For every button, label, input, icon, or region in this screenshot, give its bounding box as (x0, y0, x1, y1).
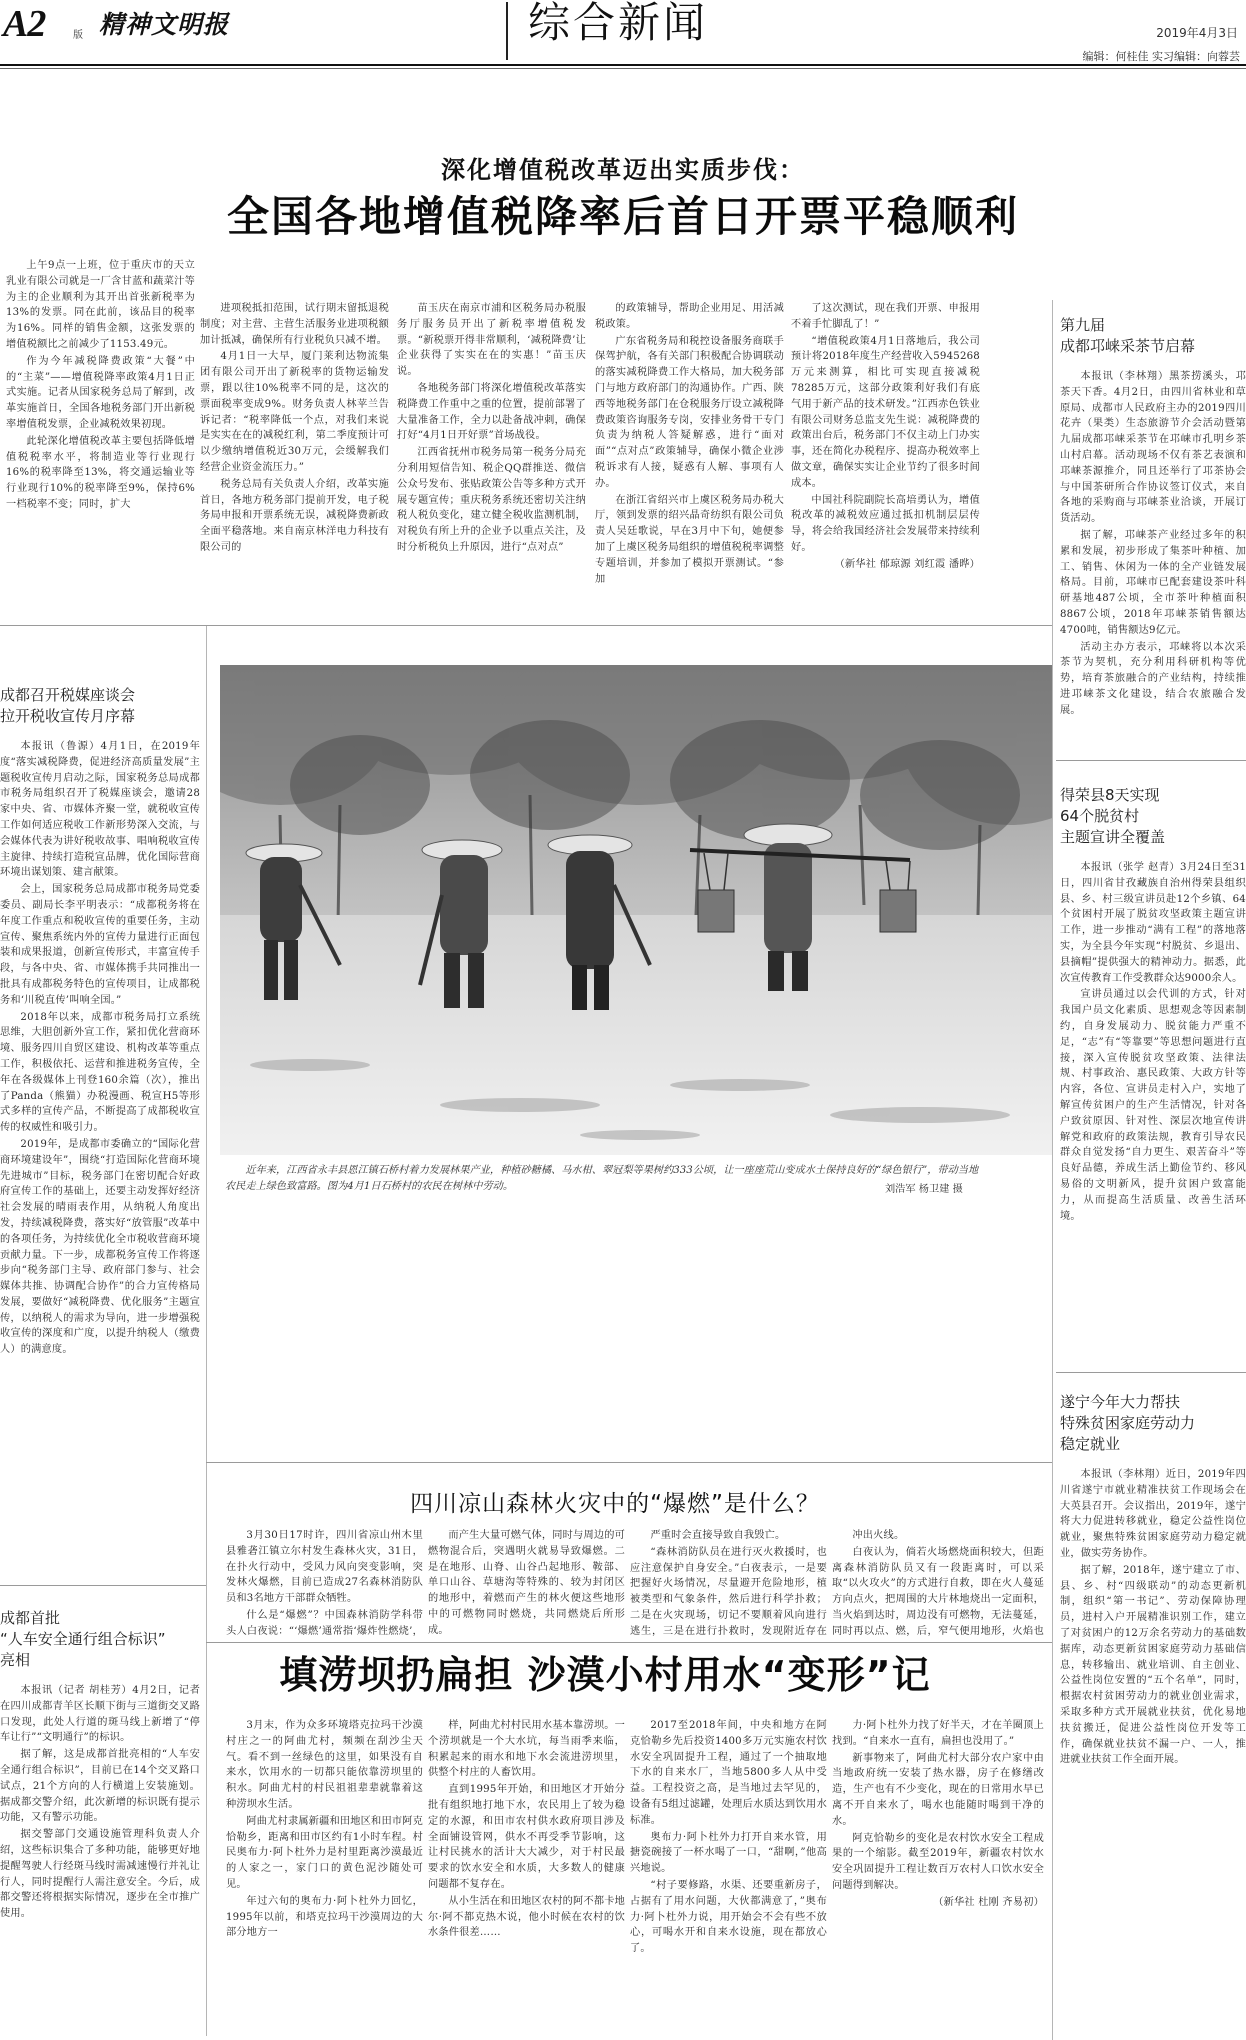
lead-bottom-rule (0, 625, 1052, 626)
paragraph: 宣讲员通过以会代训的方式，针对我国户员文化素质、思想观念等因素制约，自身发展动力、脱贫能力严重不足，“志”有“等靠要”等思想问题进行直接，深入宣传脱贫攻坚政策、法律法规、村事政治、惠民政策、大政方针等内容，各位、宣讲员走村入户，实地了解宣传贫困户的生产生活情况，针对各户致贫原因、针对性、深层次地宣传讲解党和政府的政策法规，教育引导农民群众自觉发扬“自力更生、艰苦奋斗”等良好品德，养成生活上勤俭节约、移风易俗的文明新风，提升贫困户致富能力，从而提高生活质量、改善生活环境。 (1060, 989, 1246, 1222)
paragraph: 活动主办方表示，邛崃将以本次采茶节为契机，充分利用科研机构等优势，培育茶旅融合的产业结构，持续推进邛崃茶文化建设，结合农旅融合发展。 (1060, 641, 1246, 716)
section-title: 综合新闻 (528, 0, 709, 47)
paragraph: 3月30日17时许，四川省凉山州木里县雅砻江镇立尔村发生森林火灾，31日，在扑火行动中，受风力风向突变影响，突发林火爆燃，目前已造成27名森林消防队员和3名地方干部群众牺牲。 (226, 1530, 423, 1605)
paragraph: 本报讯（张学 赵青）3月24日至31日，四川省甘孜藏族自治州得荣县组织县、乡、村三级宣讲员赴12个乡镇、64个贫困村开展了脱贫攻坚政策主题宣讲工作，进一步推动“满有工程”的落地落实，为全县今年实现“村脱贫、乡退出、县摘帽”提供强大的精神动力。据悉，此次宣传教育工作受教群众达9000余人。 (1060, 862, 1246, 984)
chengdu-tax-headline: 成都召开税媒座谈会 拉开税收宣传月序幕 (0, 686, 136, 725)
suining-story (1060, 1392, 1246, 2032)
lead-headline: 全国各地增值税降率后首日开票平稳顺利 (226, 192, 1019, 241)
paragraph: 直到1995年开始，和田地区才开始分批有组织地打地下水，农民用上了较为稳定的水源，和田市农村供水政府项目涉及全面铺设管网，供水不再受季节影响，这让村民挑水的活计大大减少，对于村民最要求的饮水安全和水质，大多数人的健康问题都不复存在。 (428, 1784, 625, 1890)
paragraph: 上午9点一上班，位于重庆市的天立乳业有限公司就是一厂含甘蓝和蔬菜汁等为主的企业顺利为其开出首张新税率为13%的发票。同在此前，该品目的税率为16%。同样的销售金额，这张发票的增值税额比之前减少了1153.49元。 (6, 260, 195, 350)
suining-headline: 遂宁今年大力帮扶 特殊贫困家庭劳动力 稳定就业 (1060, 1393, 1196, 1453)
byline: （新华社 郁琼源 刘红霞 潘晔） (834, 558, 980, 570)
paragraph: 新事物来了，阿曲尤村大部分农户家中由当地政府统一安装了热水器，房子在修缮改造，生产也有不少变化，现在的日常用水早已离不开自来水了，喝水也能随时喝到干净的水。 (832, 1752, 1044, 1827)
paragraph: “村子要修路，水渠、还要重新房子，占据有了用水问题，大伙都满意了，”奥布力·阿卜杜外力说，用开始会不会有些不放心，可喝水开和自来水设施，现在都放心了。 (630, 1879, 827, 1955)
paragraph: 而产生大量可燃气体，同时与周边的可燃物混合后，突遇明火就易导致爆燃。二是在地形、山脊、山谷凸起地形、鞍部、单口山谷、草塘沟等特殊的、较为封闭区的地形中，着燃而产生的林火便这些地形中的可燃物同时燃烧，共同燃烧后所形成。 (428, 1530, 625, 1636)
paragraph: 各地税务部门将深化增值税改革落实税降费工作重中之重的位置，提前部署了大量准备工作，全力以赴备战冲刺，确保打好“4月1日开好票”首场战役。 (397, 382, 586, 442)
paragraph: 广东省税务局和税控设备服务商联手保驾护航，各有关部门积极配合协调联动的落实减税降费工作大格局，加大税务部门与地方政府部门的沟通协作。广西、陕西等地税务部门在仓税服务厅设立减税降费政策咨询服务专岗，安排业务骨干专门负责为纳税人答疑解惑，进行“面对面”“点对点”政策辅导，确保小微企业涉税诉求有人接，疑惑有人解、事项有人办。 (595, 335, 784, 489)
paragraph: 本报讯（记者 胡桂芳）4月2日，记者在四川成都青羊区长顺下街与三道街交叉路口发现，此处人行道的斑马线上新增了“停车让行”“文明通行”的标识。 (0, 1685, 200, 1744)
chengdu-tax-story (0, 685, 200, 1565)
tea-festival-headline: 第九届 成都邛崃采茶节启幕 (1060, 316, 1196, 355)
paragraph: 力·阿卜杜外力找了好半天，才在羊圈顶上找到。“自来水一直有，扁担也没用了。” (832, 1720, 1044, 1747)
paragraph: 本报讯（李林翔）近日，2019年四川省遂宁市就业精准扶贫工作现场会在大英县召开。会议指出，2019年，遂宁将大力促进转移就业，稳定公益性岗位就业，聚焦特殊贫困家庭劳动力稳定就业，做实劳务协作。 (1060, 1469, 1246, 1559)
water-headline: 填涝坝扔扁担 沙漠小村用水“变形”记 (279, 1653, 931, 1697)
sidebar-rule (1056, 1372, 1246, 1373)
paragraph: “增值税政策4月1日落地后，我公司预计将2018年度生产经营收入5945268万元来测算，相比可实现直接减税78285万元，这部分政策利好我们有底气用于新产品的技术研发。”江西赤色铁业有限公司财务总监支先生说：减税降费的政策出台后，税务部门不仅主动上门办实事，还在简化办税程序、提高办税效率上做文章，确保实实让企业节约了很多时间成本。 (791, 335, 980, 489)
paragraph: 税务总局有关负责人介绍，改革实施首日，各地方税务部门提前开发，电子税务局申报和开票系统无误，减税降费新政全面平稳落地。来自南京林洋电力科技有限公司的 (200, 478, 389, 553)
left-column-rule (206, 626, 207, 2036)
paragraph: 了这次测试，现在我们开票、申报用不着手忙脚乱了！” (791, 303, 980, 330)
derong-headline: 得荣县8天实现 64个脱贫村 主题宣讲全覆盖 (1060, 786, 1166, 846)
paragraph: 作为今年减税降费政策“大餐”中的“主菜”——增值税降率政策4月1日正式实施。记者从国家税务总局了解到，改革实施首日，全国各地税务部门开出新税率增值税发票，企业减税效果初现。 (6, 355, 195, 430)
section-divider (506, 2, 508, 60)
masthead-rule-thin (0, 68, 1246, 69)
lead-column-4 (595, 301, 784, 619)
lead-column-5 (791, 301, 980, 619)
masthead-rule (0, 64, 1246, 66)
paragraph: 据交警部门交通设施管理科负责人介绍，这些标识集合了多种功能，能够更好地提醒驾驶人行经斑马线时需减速慢行并礼让行人，同时提醒行人需注意安全。今后，成都交警还将根据实际情况，逐步在全市推广使用。 (0, 1829, 200, 1920)
paragraph: 从小生活在和田地区农村的阿不都卡地尔·阿不都克热木说，他小时候在农村的饮水条件很差…… (428, 1895, 625, 1939)
lead-column-3 (397, 301, 586, 619)
paragraph: 严重时会直接导致自我毁亡。 (650, 1530, 786, 1541)
paragraph: 年过六旬的奥布力·阿卜杜外力回忆，1995年以前，和塔克拉玛干沙漠周边的大部分地方一 (226, 1895, 423, 1939)
paragraph: 在浙江省绍兴市上虞区税务局办税大厅，领到发票的绍兴晶奇纺织有限公司负责人吴廷歌说，早在3月中下旬，她便参加了上虞区税务局组织的增值税税率调整专题培训，并参加了模拟开票测试。“参加 (595, 494, 784, 585)
paragraph: 据了解，邛崃茶产业经过多年的积累和发展，初步形成了集茶叶种植、加工、销售、休闲为一体的全产业链发展格局。目前，邛崃市已配套建设茶叶科研基地487公顷，全市茶叶种植面积8867公顷，2018年邛崃茶销售额达4700吨，销售额达9亿元。 (1060, 529, 1246, 636)
paragraph: 什么是“爆燃”？中国森林消防学科带头人白夜说：“‘爆燃’通常指‘爆炸性燃烧’， (226, 1609, 423, 1636)
paragraph: 本报讯（鲁源）4月1日，在2019年度“落实减税降费，促进经济高质量发展”主题税收宣传月启动之际，国家税务总局成都市税务局组织召开了税媒座谈会，邀请28家中央、省、市媒体齐聚一堂，就税收宣传工作如何适应税收工作新形势深入交流，与会媒体代表为讲好税收故事、唱响税收宣传主旋律、持续打造税宣品牌，优化国际营商环境出谋划策、建言献策。 (0, 741, 200, 879)
paragraph: 3月末，作为众多环境塔克拉玛干沙漠村庄之一的阿曲尤村，频频在刮沙尘天气。看不到一丝绿色的这里，如果没有自来水，饮用水的一切都只能依靠涝坝里的积水。阿曲尤村的村民祖祖辈辈就靠着这种涝坝水生活。 (226, 1720, 423, 1810)
issue-date: 2019年4月3日 (1156, 26, 1238, 40)
paragraph: 苗玉庆在南京市浦和区税务局办税服务厅服务员开出了新税率增值税发票。“新税票开得非常顺利，‘减税降费’让企业获得了实实在在的实惠！”苗玉庆说。 (397, 303, 586, 378)
water-column-3 (630, 1718, 827, 2034)
paragraph: “森林消防队员在进行灭火救援时，也应注意保护自身安全。”白夜表示，一是要把握好火场情况，尽量避开危险地形，植被类型和气象条件，然后进行科学扑救；二是在火灾现场，切记不要顺着风向进行逃生，三是在进行扑救时，发现附近存在 (630, 1546, 827, 1636)
lead-kicker: 深化增值税改革迈出实质步伐： (441, 155, 805, 184)
tea-festival-story (1060, 315, 1246, 735)
paragraph: 奥布力·阿卜杜外力打开自来水管，用搪瓷碗接了一杯水喝了一口，“甜啊，”他高兴地说。 (630, 1831, 827, 1875)
lead-column-2 (200, 301, 389, 619)
fire-column-2 (428, 1528, 625, 1636)
story-rule (206, 1462, 1052, 1463)
photo-credit: 刘浩军 杨卫建 摄 (885, 1184, 963, 1195)
water-column-1 (226, 1718, 423, 2034)
paragraph: 中国社科院副院长高培勇认为，增值税改革的减税效应通过抵扣机制层层传导，将会给我国经济社会发展带来持续利好。 (791, 494, 980, 553)
paragraph: 进项税抵扣范围，试行期末留抵退税制度；对主营、主营生活服务业进项税额加计抵减，确保所有行业税负只减不增。 (200, 303, 389, 346)
fire-column-3 (630, 1528, 827, 1636)
paragraph: 样，阿曲尤村村民用水基本靠涝坝。一个涝坝就是一个大水坑，每当雨季来临，积累起来的雨水和地下水会流进涝坝里，供整个村庄的人畜饮用。 (428, 1720, 625, 1779)
water-column-4 (832, 1718, 1044, 2034)
paragraph: 2019年，是成都市委确立的“国际化营商环境建设年”，围绕“打造国际化营商环境先进城市”目标，税务部门在密切配合好政府宣传工作的基础上，还要主动发挥好经济社会发展的晴雨表作用，从纳税人角度出发，持续减税降费，落实好“放管服”改革中的各项任务，为持续优化全市税收营商环境贡献力量。下一步，成都税务宣传工作将逐步向“税务部门主导、政府部门参与、社会媒体共推、协调配合协作”的合力宣传格局发展，要做好“减税降费、优化服务”主题宣传，以纳税人的需求为导向，进一步增强税收宣传的深度和广度，以提升纳税人（缴费人）的满意度。 (0, 1138, 200, 1356)
lead-column-1 (6, 258, 195, 618)
paragraph: 本报讯（李林翔）黑茶捞溪头，邛茶天下香。4月2日，由四川省林业和草原局、成都市人民政府主办的2019四川花卉（果类）生态旅游节介会活动暨第九届成都邛崃采茶节在邛崃市孔明乡茶山村启幕。活动现场不仅有茶艺表演和邛崃茶源推介，同且还举行了邛茶协会与中国茶研所合作协议签订仪式，来自各地的采购商与邛崃茶业洽谈，开展订货活动。 (1060, 371, 1246, 525)
paragraph: 的政策辅导，帮助企业用足、用活减税政策。 (595, 303, 784, 330)
car-safety-story (0, 1608, 200, 2034)
car-safety-headline: 成都首批 “人车安全通行组合标识” 亮相 (0, 1609, 166, 1669)
paragraph: 此轮深化增值税改革主要包括降低增值税税率水平，将制造业等行业现行16%的税率降至13%，将交通运输业等行业现行10%的税率降至9%，保持6%一档税率不变；同时，扩大 (6, 435, 195, 510)
paragraph: 据了解，这是成都首批亮相的“人车安全通行组合标识”，目前已在14个交叉路口试点，21个方向的人行横道上安装施划。据成都交警介绍，此次新增的标识既有提示功能，又有警示功能。 (0, 1749, 200, 1824)
story-rule (206, 1642, 1052, 1643)
sidebar-rule (0, 1585, 206, 1586)
paragraph: 白夜认为，倘若火场燃烧面积较大，但距离森林消防队员又有一段距离时，可以采取“以火攻火”的方式进行自救，即在火人蔓延方向点火，把周围的大片林地烧出一定面积，当火焰到达时，周边没有可燃物，无法蔓延，同时再以点、燃，后，窄气便用地形，火焰也 (832, 1546, 1044, 1636)
paragraph: 据了解，2018年，遂宁建立了市、县、乡、村“四级联动”的动态更新机制，组织“第一书记”、劳动保障协理员，进村入户开展精准识别工作，建立了对贫困户的12万余名劳动力的基础数据库，动态更新贫困家庭劳动力基础信息，转移输出、就业培训、自主创业、公益性岗位安置的“五个名单”，同时，根据农村贫困劳动力的就业创业需求，采取多种方式开展就业扶贫，优化易地扶贫搬迁，促进公益性岗位开发等工作，确保就业扶贫不漏一户、一人，推进就业扶贫工作全面开展。 (1060, 1564, 1246, 1766)
photo-caption: 近年来，江西省永丰县恩江镇石桥村着力发展林果产业，种植砂糖橘、马水柑、翠冠梨等果树约333公顷，让一座座荒山变成水土保持良好的“绿色银行”，带动当地农民走上绿色致富路。图为4月1日石桥村的农民在树林中劳动。 (225, 1165, 979, 1192)
sidebar-rule (1056, 760, 1246, 761)
byline: （新华社 杜刚 齐易初） (933, 1896, 1044, 1908)
newspaper-name: 精神文明报 (99, 10, 230, 39)
fire-column-4 (832, 1528, 1044, 1636)
right-column-rule (1052, 300, 1053, 2040)
paragraph: 2018年以来，成都市税务局打立系统思维，大胆创新外宣工作，紧扣优化营商环境、服务四川自贸区建设、机构改革等重点工作，积极依托、运营和推进税务宣传，全年在各级媒体上刊登160余篇（次），推出了Panda（熊猫）办税漫画、税宣H5等形式多样的宣传产品，不断提高了成都税收宣传的权威性和吸引力。 (0, 1011, 200, 1134)
paragraph: 江西省抚州市税务局第一税务分局充分利用短信告知、税企QQ群推送、微信公众号发布、张贴政策公告等多种方式开展专题宣传；重庆税务系统还密切关注纳税人税负变化，建立健全税收监测机制，对税负有所上升的企业予以重点关注，及时分析税负上升原因，进行“点对点” (397, 447, 586, 553)
paragraph: 会上，国家税务总局成都市税务局党委委员、副局长李平明表示：“成都税务将在年度工作重点和税收宣传的重要任务，主动宣传、聚焦系统内外的宣传力量进行正面包装和成果报道，创新宣传形式，丰富宣传手段，与各中央、省、市媒体携手共同推出一批具有成都税务特色的宣传项目，让成都税务和‘川税直传’叫响全国。” (0, 884, 200, 1006)
orchard-workers-photo (220, 665, 1052, 1155)
paragraph: 冲出火线。 (852, 1530, 905, 1541)
derong-story (1060, 785, 1246, 1360)
fire-headline: 四川凉山森林火灾中的“爆燃”是什么？ (410, 1491, 820, 1517)
paragraph: 阿曲尤村隶属新疆和田地区和田市阿克恰勒乡，距离和田市区约有1小时车程。村民奥布力·阿卜杜外力是村里距离沙漠最近的人家之一，家门口的黄色泥沙随处可见。 (226, 1815, 423, 1890)
water-column-2 (428, 1718, 625, 2034)
fire-column-1 (226, 1528, 423, 1636)
paragraph: 4月1日一大早，厦门莱利达物流集团有限公司开出了新税率的货物运输发票，跟以往10%税率不同的是，这次的票面税率变成9%。财务负责人林苹兰告诉记者：“税率降低一个点，对我们来说是实实在在的减税红利，第二季度预计可以少缴纳增值税近30万元，会缓解我们经营企业资金流压力。” (200, 351, 389, 473)
paragraph: 2017至2018年间，中央和地方在阿克恰勒乡先后投资1400多万元实施农村饮水安全巩固提升工程，通过了一个抽取地下水的自来水厂，当地5800多人从中受益。工程投资之高，是当地过去罕见的，设备有5组过滤罐，处理后水质达到饮用水标准。 (630, 1720, 827, 1826)
paragraph: 阿克恰勒乡的变化是农村饮水安全工程成果的一个缩影。截至2019年，新疆农村饮水安全巩固提升工程让数百万农村人口饮水安全问题得到解决。 (832, 1832, 1044, 1891)
news-photo (220, 665, 1052, 1155)
page-number: A2 (3, 3, 46, 45)
editor-credits: 编辑：何桂佳 实习编辑：向蓉芸 (1082, 50, 1240, 63)
page-label: 版 (73, 30, 83, 41)
